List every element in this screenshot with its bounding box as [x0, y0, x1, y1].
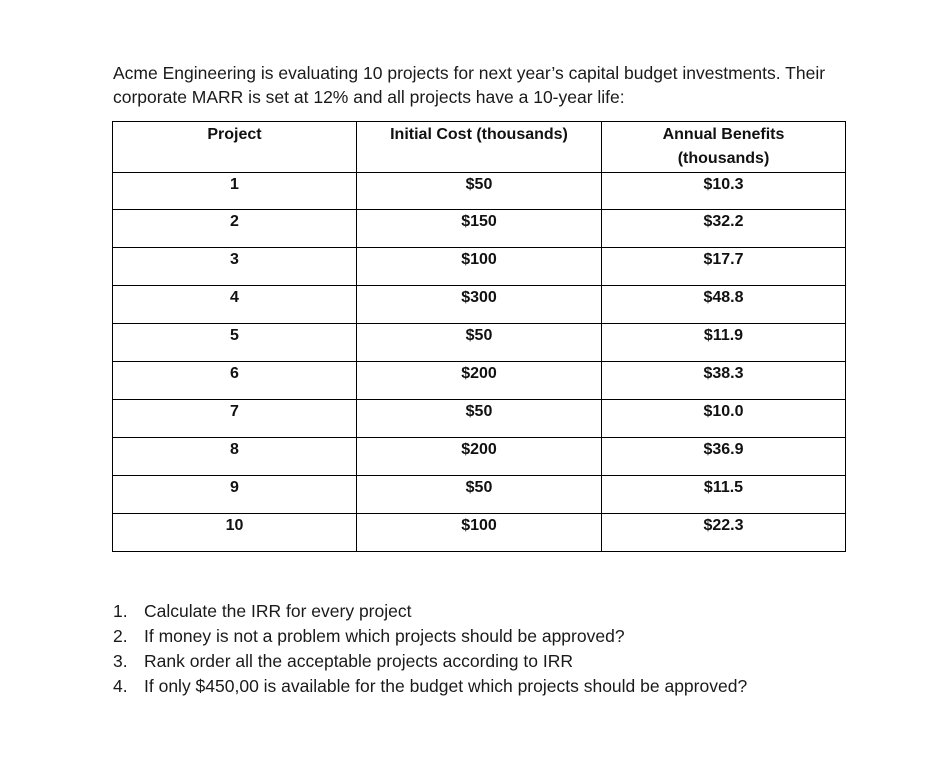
- list-item: [113, 599, 747, 624]
- cell-benefit: $32.2: [602, 210, 846, 248]
- question-text: Calculate the IRR for every project: [144, 601, 412, 621]
- cell-project: 1: [113, 173, 357, 210]
- header-annual-benefits-line2: (thousands): [677, 150, 770, 167]
- list-item: [113, 624, 747, 649]
- cell-project: 2: [113, 210, 357, 248]
- cell-project: 10: [113, 514, 357, 552]
- cell-benefit: $11.5: [602, 476, 846, 514]
- table-row: [113, 438, 846, 476]
- table-row: [113, 514, 846, 552]
- question-text: If only $450,00 is available for the budget which projects should be approved?: [144, 676, 748, 696]
- projects-table: [112, 121, 846, 552]
- cell-project: 5: [113, 324, 357, 362]
- cell-benefit: $11.9: [602, 324, 846, 362]
- cell-benefit: $17.7: [602, 248, 846, 286]
- cell-project: 8: [113, 438, 357, 476]
- cell-benefit: $10.0: [602, 400, 846, 438]
- cell-project: 7: [113, 400, 357, 438]
- table-row: [113, 286, 846, 324]
- question-number: 4.: [113, 676, 128, 696]
- table-row: [113, 362, 846, 400]
- intro-line-1: Acme Engineering is evaluating 10 projects for next year’s capital budget investments. Their: [113, 63, 826, 83]
- cell-benefit: $10.3: [602, 173, 846, 210]
- cell-cost: $50: [357, 400, 602, 438]
- table-row: [113, 210, 846, 248]
- cell-cost: $300: [357, 286, 602, 324]
- header-initial-cost: Initial Cost (thousands): [357, 122, 602, 173]
- cell-cost: $200: [357, 438, 602, 476]
- cell-benefit: $36.9: [602, 438, 846, 476]
- cell-benefit: $22.3: [602, 514, 846, 552]
- cell-project: 9: [113, 476, 357, 514]
- question-text: Rank order all the acceptable projects according to IRR: [144, 651, 573, 671]
- table-row: [113, 400, 846, 438]
- cell-benefit: $38.3: [602, 362, 846, 400]
- cell-cost: $150: [357, 210, 602, 248]
- list-item: [113, 674, 747, 699]
- header-annual-benefits: [602, 122, 846, 173]
- question-number: 3.: [113, 651, 128, 671]
- cell-project: 6: [113, 362, 357, 400]
- cell-cost: $50: [357, 324, 602, 362]
- table-row: [113, 324, 846, 362]
- question-text: If money is not a problem which projects should be approved?: [144, 626, 625, 646]
- question-number: 1.: [113, 601, 128, 621]
- cell-cost: $50: [357, 173, 602, 210]
- cell-cost: $100: [357, 514, 602, 552]
- list-item: [113, 649, 747, 674]
- table-row: [113, 476, 846, 514]
- cell-cost: $100: [357, 248, 602, 286]
- question-number: 2.: [113, 626, 128, 646]
- cell-project: 3: [113, 248, 357, 286]
- questions-list: [113, 599, 747, 699]
- cell-cost: $50: [357, 476, 602, 514]
- cell-benefit: $48.8: [602, 286, 846, 324]
- intro-paragraph: [113, 61, 873, 109]
- table-header-row: [113, 122, 846, 173]
- cell-cost: $200: [357, 362, 602, 400]
- table-row: [113, 173, 846, 210]
- cell-project: 4: [113, 286, 357, 324]
- header-project: Project: [113, 122, 357, 173]
- header-annual-benefits-line1: Annual Benefits: [662, 126, 785, 143]
- intro-line-2: corporate MARR is set at 12% and all projects have a 10-year life:: [113, 87, 625, 107]
- table-row: [113, 248, 846, 286]
